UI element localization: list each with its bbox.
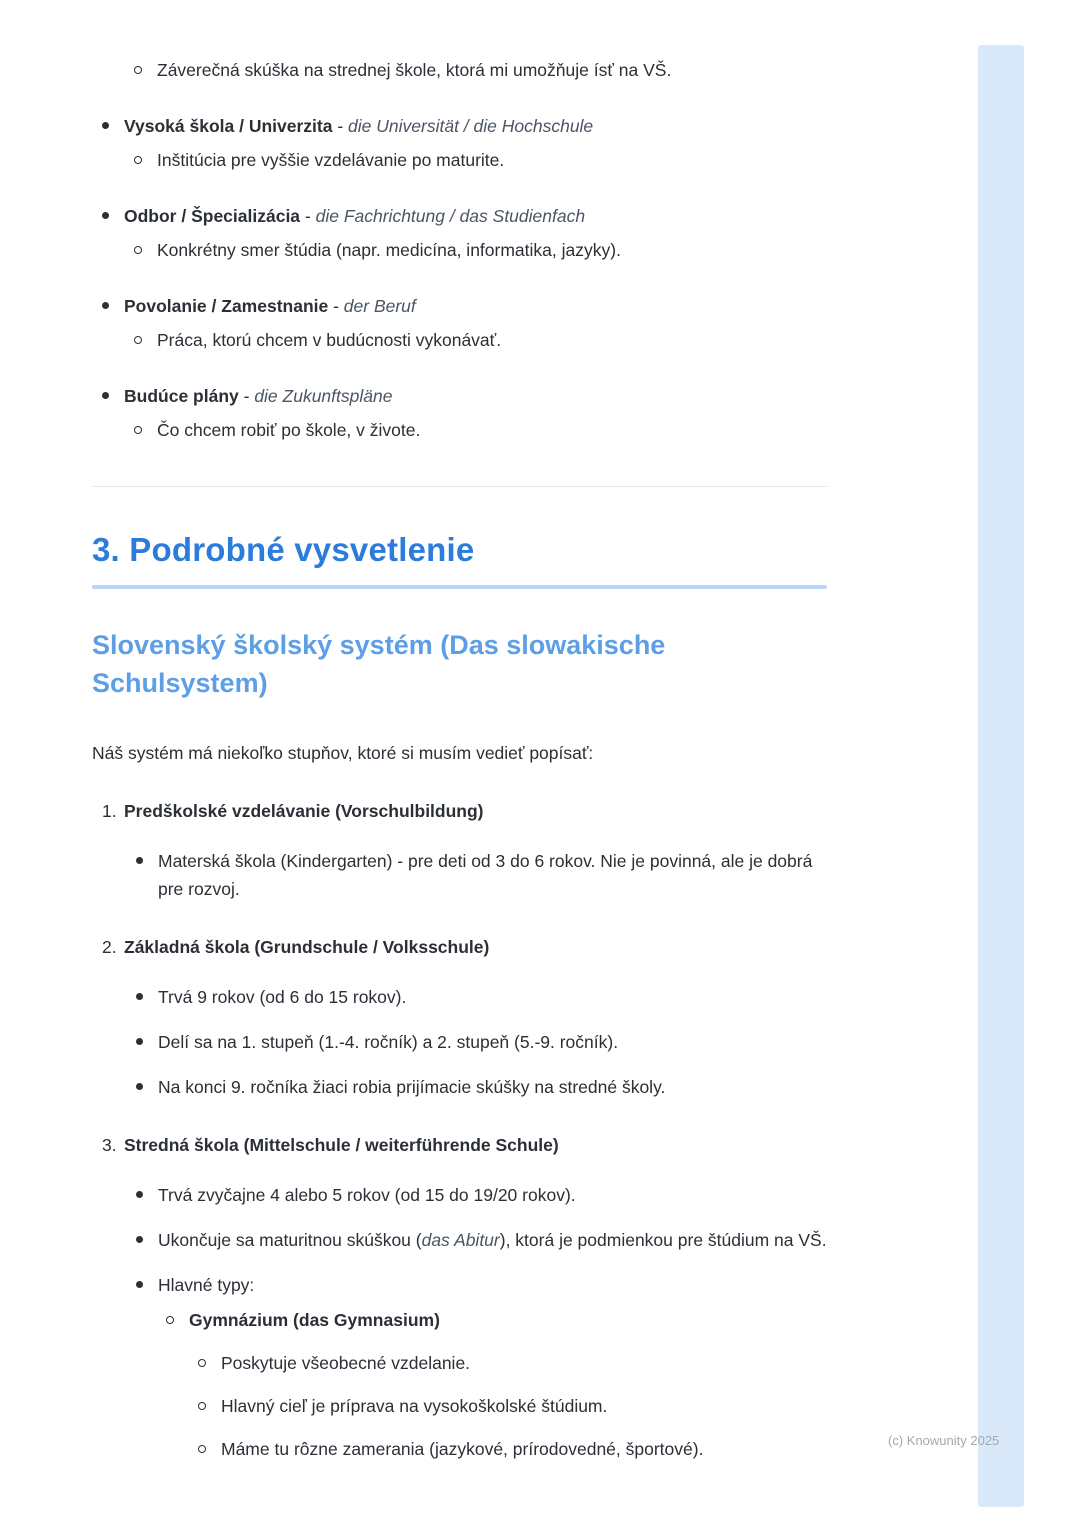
- vocab-description: Konkrétny smer štúdia (napr. medicína, informatika, jazyky).: [157, 240, 621, 260]
- vocab-description: Inštitúcia pre vyššie vzdelávanie po maturite.: [157, 150, 505, 170]
- list-item-text: Poskytuje všeobecné vzdelanie.: [221, 1352, 471, 1373]
- item-number: 1.: [102, 800, 117, 821]
- list-item: [92, 1028, 828, 1056]
- circle-bullet-icon: [134, 426, 142, 434]
- numbered-item-title-row: [92, 797, 828, 825]
- vocab-german: die Fachrichtung / das Studienfach: [315, 206, 586, 226]
- list-item: [92, 326, 828, 354]
- intro-paragraph: Náš systém má niekoľko stupňov, ktoré si musím vedieť popísať:: [92, 742, 594, 763]
- circle-bullet-icon: [134, 156, 142, 164]
- disc-bullet-icon: [136, 1191, 143, 1198]
- vocab-description: Čo chcem robiť po škole, v živote.: [157, 420, 421, 440]
- circle-bullet-icon: [134, 246, 142, 254]
- disc-bullet-icon: [136, 1281, 143, 1288]
- vocab-separator: -: [332, 116, 349, 136]
- section-heading: 3. Podrobné vysvetlenie: [92, 531, 475, 568]
- abitur-text-italic: das Abitur: [421, 1229, 500, 1250]
- school-type-heading: [189, 1306, 828, 1334]
- numbered-item: [92, 933, 828, 1101]
- list-item: [92, 1435, 828, 1463]
- list-item: [92, 1226, 828, 1254]
- numbered-item: [92, 797, 828, 903]
- disc-bullet-icon: [136, 993, 143, 1000]
- school-type-title: Gymnázium (das Gymnasium): [189, 1309, 440, 1330]
- disc-bullet-icon: [102, 122, 109, 129]
- list-item-text: Máme tu rôzne zamerania (jazykové, prírodovedné, športové).: [221, 1438, 704, 1459]
- list-item: [92, 983, 828, 1011]
- item-title: Predškolské vzdelávanie (Vorschulbildung): [124, 800, 484, 821]
- list-item: [92, 236, 828, 264]
- disc-bullet-icon: [136, 1236, 143, 1243]
- watermark: (c) Knowunity 2025: [888, 1433, 1000, 1448]
- disc-bullet-icon: [102, 392, 109, 399]
- vocab-term: Povolanie / Zamestnanie: [124, 296, 329, 316]
- list-item: [92, 1349, 828, 1377]
- section-divider: [92, 486, 827, 487]
- item-number: 3.: [102, 1134, 117, 1155]
- disc-bullet-icon: [136, 1083, 143, 1090]
- list-item: [92, 56, 828, 84]
- item-title: Stredná škola (Mittelschule / weiterführende Schule): [124, 1134, 559, 1155]
- numbered-item: [92, 1131, 828, 1463]
- list-item: [92, 1306, 828, 1334]
- list-item-text: Hlavný cieľ je príprava na vysokoškolské štúdium.: [221, 1395, 608, 1416]
- list-item: [92, 1073, 828, 1101]
- list-item: [92, 416, 828, 444]
- list-item-text: Trvá zvyčajne 4 alebo 5 rokov (od 15 do 19/20 rokov).: [158, 1184, 576, 1205]
- disc-bullet-icon: [102, 302, 109, 309]
- page-edge-strip: [978, 45, 1024, 1507]
- item-title: Základná škola (Grundschule / Volksschule): [124, 936, 490, 957]
- circle-bullet-icon: [198, 1445, 206, 1453]
- list-item-text: [158, 1226, 828, 1254]
- circle-bullet-icon: [198, 1359, 206, 1367]
- abitur-text-pre: Ukončuje sa maturitnou skúškou (: [158, 1229, 422, 1250]
- list-item: [92, 847, 828, 903]
- disc-bullet-icon: [102, 212, 109, 219]
- circle-bullet-icon: [166, 1316, 174, 1324]
- list-item: [92, 146, 828, 174]
- list-item: [92, 382, 828, 410]
- list-item: [92, 292, 828, 320]
- numbered-item-title-row: [92, 1131, 828, 1159]
- list-item-text: Materská škola (Kindergarten) - pre deti od 3 do 6 rokov. Nie je povinná, ale je dobrá pre rozvoj.: [158, 850, 813, 899]
- vocab-german: die Universität / die Hochschule: [348, 116, 594, 136]
- list-item: [92, 1181, 828, 1209]
- list-item-text: Hlavné typy:: [158, 1274, 255, 1295]
- list-item: [92, 112, 828, 140]
- abitur-text-post: ), ktorá je podmienkou pre štúdium na VŠ.: [499, 1229, 827, 1250]
- vocab-separator: -: [238, 386, 255, 406]
- disc-bullet-icon: [136, 857, 143, 864]
- vocab-term-line: [124, 292, 828, 320]
- list-item-text: Na konci 9. ročníka žiaci robia prijímacie skúšky na stredné školy.: [158, 1076, 666, 1097]
- heading-underline: [92, 585, 827, 589]
- vocab-separator: -: [328, 296, 344, 316]
- vocab-term: Odbor / Špecializácia: [124, 206, 301, 226]
- vocab-term: Vysoká škola / Univerzita: [124, 116, 333, 136]
- vocab-term-line: [124, 382, 828, 410]
- list-item: [92, 1271, 828, 1299]
- sub-heading: Slovenský školský systém (Das slowakische Schulsystem): [92, 630, 666, 698]
- list-item-text: Záverečná skúška na strednej škole, ktorá mi umožňuje ísť na VŠ.: [157, 60, 672, 80]
- list-item-text: Delí sa na 1. stupeň (1.-4. ročník) a 2. stupeň (5.-9. ročník).: [158, 1031, 619, 1052]
- vocab-separator: -: [300, 206, 316, 226]
- list-item: [92, 1392, 828, 1420]
- vocab-term-line: [124, 202, 828, 230]
- vocab-german: die Zukunftspläne: [254, 386, 393, 406]
- numbered-item-title-row: [92, 933, 828, 961]
- vocab-term: Budúce plány: [124, 386, 239, 406]
- vocab-german: der Beruf: [343, 296, 416, 316]
- disc-bullet-icon: [136, 1038, 143, 1045]
- vocab-term-line: [124, 112, 828, 140]
- circle-bullet-icon: [134, 66, 142, 74]
- list-item-text: Trvá 9 rokov (od 6 do 15 rokov).: [158, 986, 407, 1007]
- vocab-description: Práca, ktorú chcem v budúcnosti vykonávať.: [157, 330, 502, 350]
- circle-bullet-icon: [198, 1402, 206, 1410]
- circle-bullet-icon: [134, 336, 142, 344]
- list-item: [92, 202, 828, 230]
- item-number: 2.: [102, 936, 117, 957]
